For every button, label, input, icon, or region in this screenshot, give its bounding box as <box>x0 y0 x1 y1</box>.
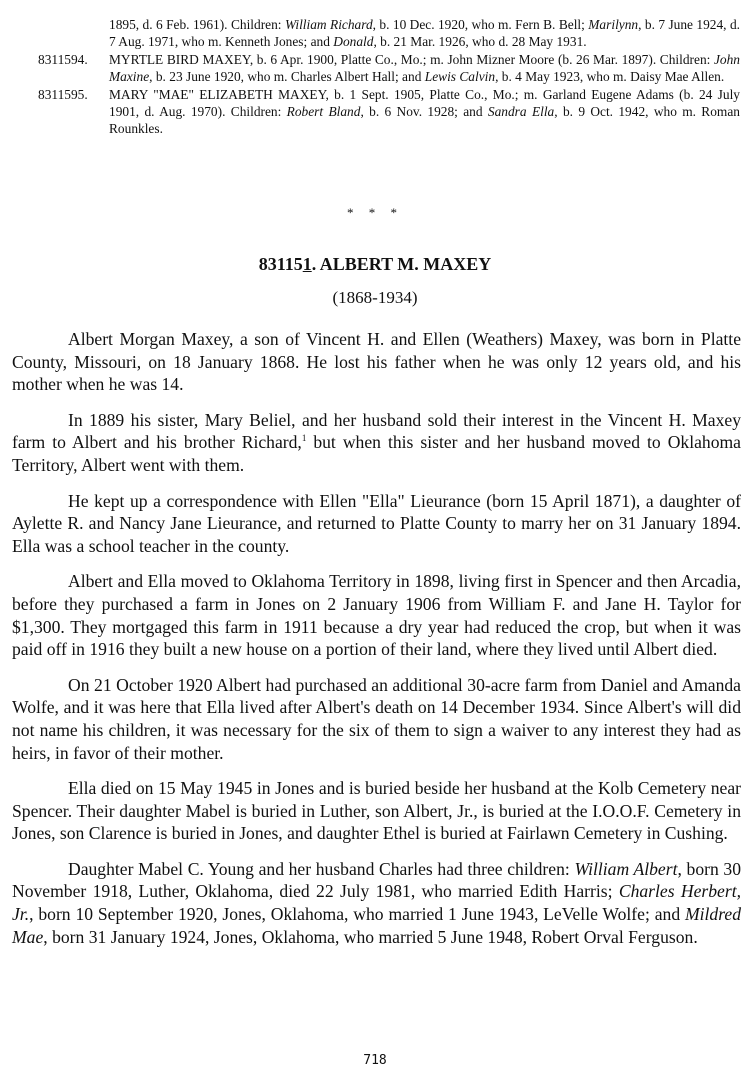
child-name: John Maxine <box>109 51 740 85</box>
footnote-marker: 1 <box>301 433 307 444</box>
lifespan-dates: (1868-1934) <box>332 288 418 307</box>
entry-number: 8311595. <box>38 86 88 102</box>
biography-body <box>12 328 741 961</box>
paragraph-text: Daughter Mabel C. Young and her husband Charles had three children: <box>68 858 575 879</box>
child-name: Mildred Mae <box>12 904 741 947</box>
section-separator: * * * <box>347 205 403 220</box>
child-name: Marilynn <box>588 17 639 32</box>
child-name: William Richard <box>284 17 373 32</box>
entry-text: 1895, d. 6 Feb. 1961). Children: <box>109 17 285 32</box>
child-name: Ella <box>531 104 555 120</box>
entry-text: , b. 10 Dec. 1920, who m. Fern B. Bell; <box>372 17 585 32</box>
entry-body <box>109 51 740 86</box>
paragraph: Albert Morgan Maxey, a son of Vincent H. and Ellen (Weathers) Maxey, was born in Platte County, Missouri, on 18 January 1868. He lost his father when he was only 12 years old, and his mother when he was 14. <box>12 329 741 395</box>
entry-8311594 <box>38 51 740 86</box>
child-name: William Albert <box>574 858 678 879</box>
paragraph: On 21 October 1920 Albert had purchased an additional 30-acre farm from Daniel and Amanda Wolfe, and it was here that Ella lived after Albert's death on 14 December 1934. Since Albert's will did not name his children, it was necessary for the six of them to sign a waiver to any interest they had as heirs, in favor of their mother. <box>12 674 741 763</box>
heading-number: 83115 <box>258 254 303 274</box>
entry-8311595 <box>38 86 740 138</box>
entry-text: MARY "MAE" ELIZABETH MAXEY, b. 1 Sept. 1905, Platte Co., Mo.; m. Garland Eugene Adams (b. 24 July 1901, d. Aug. 1970). Children: <box>109 86 740 120</box>
page-number: 718 <box>363 1053 387 1068</box>
entry-text: b. 4 May 1923, who m. Daisy Mae Allen. <box>501 69 725 85</box>
paragraph <box>12 409 741 477</box>
entry-text: , b. 7 June 1924, d. 7 Aug. 1971, who m. Kenneth Jones; and <box>109 17 740 50</box>
entry-text: , b. 23 June 1920, who m. Charles Albert Hall; and <box>149 69 425 85</box>
entry-text: , <box>495 69 499 85</box>
paragraph: He kept up a correspondence with Ellen "Ella" Lieurance (born 15 April 1871), a daughter of Aylette R. and Nancy Jane Lieurance, and returned to Platte County to marry her on 31 January 1894. Ella was a school teacher in the county. <box>12 490 741 556</box>
entry-text: who d. 28 May 1931. <box>472 34 587 50</box>
paragraph <box>12 858 741 948</box>
entry-text: MYRTLE BIRD MAXEY, b. 6 Apr. 1900, Platte Co., Mo.; m. John Mizner Moore (b. 26 Mar. 1897). Children: <box>109 51 714 67</box>
child-name: Lewis Calvin <box>424 69 496 85</box>
entry-continuation <box>38 16 740 51</box>
paragraph-text: In 1889 his sister, Mary Beliel, and her husband sold their interest in the Vincent H. Maxey farm to Albert and his brother Richard, <box>12 409 741 453</box>
child-name: Robert Bland <box>286 104 361 120</box>
descendant-entries <box>38 16 740 138</box>
paragraph-text: but when this sister and her husband moved to Oklahoma Territory, Albert went with them. <box>12 432 741 475</box>
entry-text: , b. 9 Oct. 1942, who m. Roman Rounkles. <box>109 104 740 137</box>
entry-text: , b. 21 Mar. 1926, <box>373 34 469 50</box>
heading-name: . ALBERT M. MAXEY <box>311 254 492 274</box>
paragraph-text: , born 31 January 1924, Jones, Oklahoma, who married 5 June 1948, Robert Orval Ferguson. <box>43 926 698 947</box>
paragraph: Albert and Ella moved to Oklahoma Territory in 1898, living first in Spencer and then Arcadia, before they purchased a farm in Jones on 2 January 1906 from William F. and Jane H. Taylor for $1,300. They mortgaged this farm in 1911 because a dry year had reduced the crop, but when it was paid off in 1916 they built a new house on a portion of their land, where they lived until Albert died. <box>12 571 741 660</box>
child-name: Donald <box>333 34 374 50</box>
entry-text: , b. 6 Nov. 1928; and <box>360 104 488 120</box>
paragraph-text: , born 10 September 1920, Jones, Oklahoma, who married 1 June 1943, LeVelle Wolfe; and <box>29 904 685 925</box>
entry-body <box>109 86 740 138</box>
child-name: Charles Herbert, Jr. <box>12 881 741 925</box>
heading-number-underlined: 1 <box>302 254 312 274</box>
entry-number: 8311594. <box>38 51 88 67</box>
paragraph-text: , born 30 November 1918, Luther, Oklahoma, died 22 July 1981, who married Edith Harris; <box>12 858 742 902</box>
section-heading <box>0 254 750 275</box>
child-name: Sandra <box>487 104 527 120</box>
paragraph: Ella died on 15 May 1945 in Jones and is buried beside her husband at the Kolb Cemetery near Spencer. Their daughter Mabel is buried in Luther, son Albert, Jr., is buried at the I.O.O.F. Cemetery in Jones, son Clarence is buried in Jones, and daughter Ethel is buried at Fairlawn Cemetery in Cushing. <box>12 778 741 844</box>
